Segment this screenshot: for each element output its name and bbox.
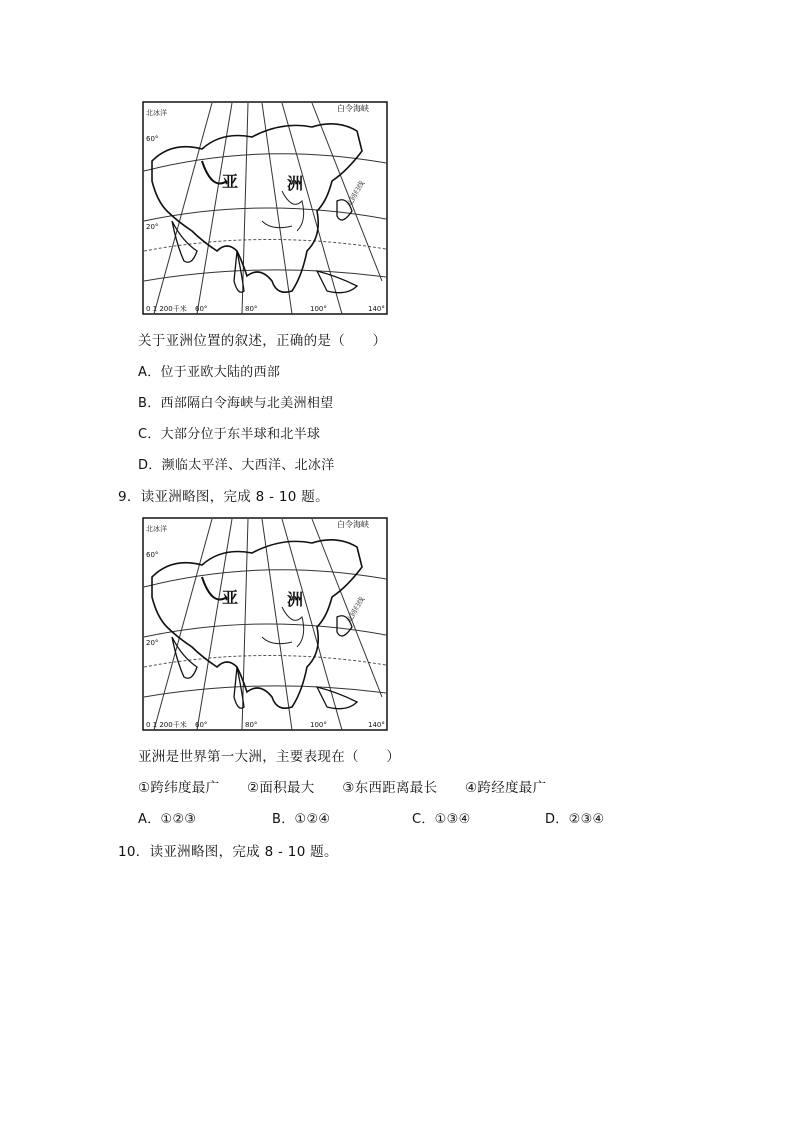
svg-text:北冰洋: 北冰洋 <box>146 109 167 117</box>
svg-text:140°: 140° <box>368 305 385 313</box>
question-9-choices: ①跨纬度最广 ②面积最大 ③东西距离最长 ④跨经度最广 <box>138 780 547 796</box>
question-9-option-a[interactable]: A．①②③ <box>138 812 197 827</box>
question-9-header: 9．读亚洲略图，完成 8 - 10 题。 <box>118 489 329 505</box>
map-label-zhou: 洲 <box>287 174 304 193</box>
svg-text:白令海峡: 白令海峡 <box>337 104 369 113</box>
svg-text:白令海峡: 白令海峡 <box>337 520 369 529</box>
svg-text:北回归线: 北回归线 <box>345 179 367 209</box>
map-label-ya: 亚 <box>222 172 239 191</box>
svg-text:60°: 60° <box>146 551 159 559</box>
svg-text:洲: 洲 <box>287 590 304 609</box>
svg-text:100°: 100° <box>310 721 327 729</box>
question-9-option-c[interactable]: C．①③④ <box>412 812 471 827</box>
svg-text:亚: 亚 <box>222 588 239 607</box>
asia-map-figure <box>142 101 388 315</box>
question-9-option-d[interactable]: D．②③④ <box>545 812 605 827</box>
svg-text:80°: 80° <box>245 721 258 729</box>
asia-map-figure <box>142 517 388 731</box>
svg-text:100°: 100° <box>310 305 327 313</box>
svg-text:北回归线: 北回归线 <box>345 595 367 625</box>
svg-text:60°: 60° <box>195 721 208 729</box>
asia-map-1 <box>142 101 388 315</box>
svg-text:20°: 20° <box>146 223 159 231</box>
svg-text:60°: 60° <box>195 305 208 313</box>
svg-text:0 1 200千米: 0 1 200千米 <box>146 305 187 313</box>
question-9-stem: 亚洲是世界第一大洲，主要表现在（ ） <box>138 749 401 765</box>
svg-text:60°: 60° <box>146 135 159 143</box>
svg-text:20°: 20° <box>146 639 159 647</box>
svg-text:0 1 200千米: 0 1 200千米 <box>146 721 187 729</box>
question-8-option-c[interactable]: C．大部分位于东半球和北半球 <box>138 427 321 442</box>
question-10-header: 10．读亚洲略图，完成 8 - 10 题。 <box>118 844 338 860</box>
svg-text:北冰洋: 北冰洋 <box>146 525 167 533</box>
question-9-option-b[interactable]: B．①②④ <box>272 812 331 827</box>
asia-map-2 <box>142 517 388 731</box>
question-8-option-d[interactable]: D．濒临太平洋、大西洋、北冰洋 <box>138 458 335 473</box>
question-8-option-b[interactable]: B．西部隔白令海峡与北美洲相望 <box>138 396 334 411</box>
svg-text:80°: 80° <box>245 305 258 313</box>
question-8-option-a[interactable]: A．位于亚欧大陆的西部 <box>138 365 281 380</box>
svg-text:140°: 140° <box>368 721 385 729</box>
question-8-stem: 关于亚洲位置的叙述，正确的是（ ） <box>138 333 387 349</box>
